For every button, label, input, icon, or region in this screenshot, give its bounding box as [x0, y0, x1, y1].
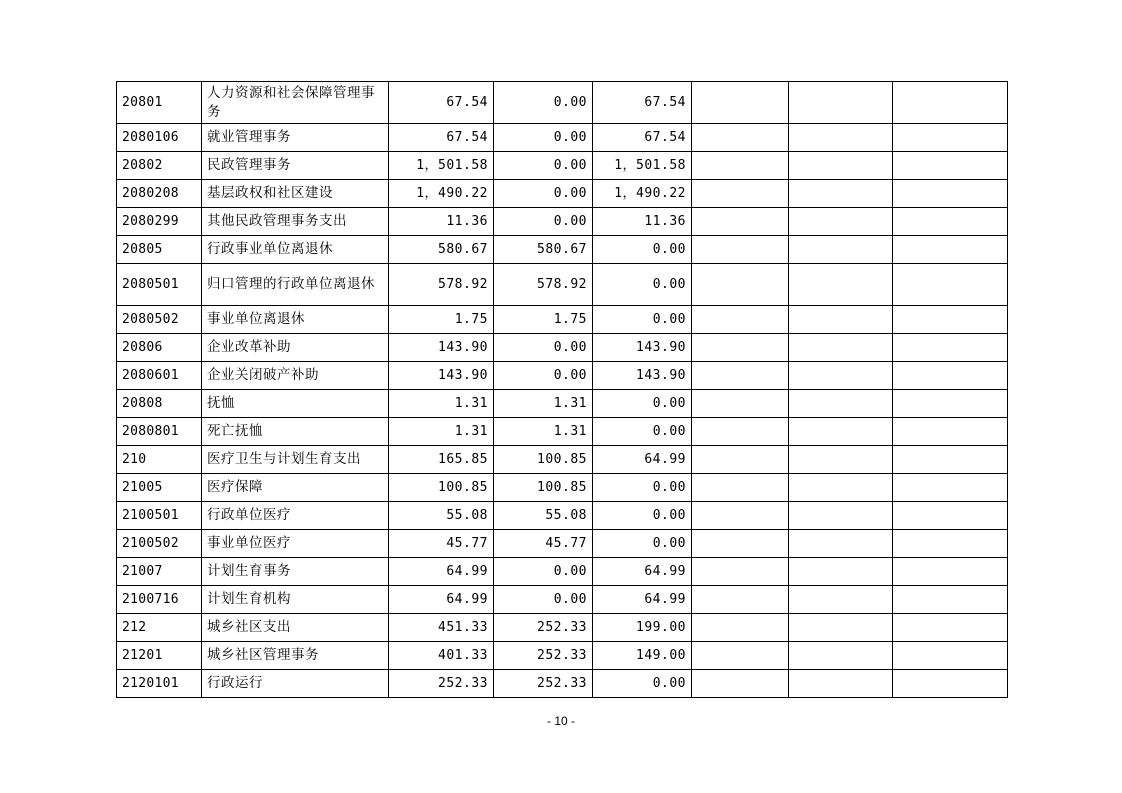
cell-blank [789, 124, 893, 152]
table-row [117, 180, 1008, 208]
table-row [117, 586, 1008, 614]
cell-item-name: 医疗卫生与计划生育支出 [202, 446, 389, 474]
cell-code: 2120101 [117, 670, 202, 698]
cell-basic-expenditure: 252.33 [494, 642, 593, 670]
cell-project-expenditure: 0.00 [593, 474, 692, 502]
cell-blank [789, 152, 893, 180]
cell-blank [893, 180, 1008, 208]
cell-total: 1，501.58 [389, 152, 494, 180]
cell-blank [893, 614, 1008, 642]
cell-blank [893, 334, 1008, 362]
cell-code: 20808 [117, 390, 202, 418]
cell-blank [789, 642, 893, 670]
cell-code: 2100501 [117, 502, 202, 530]
cell-blank [692, 264, 789, 306]
cell-blank [893, 82, 1008, 124]
cell-basic-expenditure: 0.00 [494, 180, 593, 208]
cell-blank [789, 558, 893, 586]
cell-item-name: 人力资源和社会保障管理事务 [202, 82, 389, 124]
cell-code: 212 [117, 614, 202, 642]
cell-blank [692, 390, 789, 418]
cell-blank [692, 502, 789, 530]
table-row [117, 642, 1008, 670]
cell-blank [893, 418, 1008, 446]
cell-project-expenditure: 0.00 [593, 306, 692, 334]
cell-item-name: 其他民政管理事务支出 [202, 208, 389, 236]
cell-code: 20801 [117, 82, 202, 124]
cell-total: 1，490.22 [389, 180, 494, 208]
cell-blank [893, 362, 1008, 390]
cell-code: 2100502 [117, 530, 202, 558]
cell-blank [893, 558, 1008, 586]
table-row [117, 82, 1008, 124]
cell-project-expenditure: 67.54 [593, 124, 692, 152]
cell-total: 252.33 [389, 670, 494, 698]
cell-total: 580.67 [389, 236, 494, 264]
cell-basic-expenditure: 1.75 [494, 306, 593, 334]
cell-blank [893, 670, 1008, 698]
cell-blank [789, 306, 893, 334]
cell-item-name: 行政事业单位离退休 [202, 236, 389, 264]
cell-blank [789, 614, 893, 642]
cell-code: 20806 [117, 334, 202, 362]
table-row [117, 502, 1008, 530]
cell-blank [893, 586, 1008, 614]
cell-blank [789, 446, 893, 474]
cell-blank [692, 418, 789, 446]
cell-code: 2080502 [117, 306, 202, 334]
cell-item-name: 城乡社区支出 [202, 614, 389, 642]
cell-blank [692, 334, 789, 362]
cell-blank [692, 124, 789, 152]
cell-project-expenditure: 0.00 [593, 670, 692, 698]
cell-total: 67.54 [389, 124, 494, 152]
cell-total: 64.99 [389, 558, 494, 586]
cell-item-name: 基层政权和社区建设 [202, 180, 389, 208]
cell-basic-expenditure: 578.92 [494, 264, 593, 306]
cell-blank [789, 670, 893, 698]
cell-project-expenditure: 0.00 [593, 530, 692, 558]
cell-blank [692, 586, 789, 614]
cell-blank [893, 124, 1008, 152]
cell-item-name: 就业管理事务 [202, 124, 389, 152]
cell-total: 100.85 [389, 474, 494, 502]
cell-blank [893, 446, 1008, 474]
cell-blank [692, 558, 789, 586]
cell-project-expenditure: 0.00 [593, 236, 692, 264]
page-number: - 10 - [546, 714, 575, 728]
cell-item-name: 行政单位医疗 [202, 502, 389, 530]
cell-project-expenditure: 64.99 [593, 586, 692, 614]
cell-basic-expenditure: 252.33 [494, 614, 593, 642]
cell-blank [893, 152, 1008, 180]
cell-blank [692, 362, 789, 390]
cell-basic-expenditure: 100.85 [494, 446, 593, 474]
cell-total: 1.31 [389, 390, 494, 418]
table-row [117, 152, 1008, 180]
cell-blank [893, 502, 1008, 530]
cell-blank [692, 530, 789, 558]
cell-item-name: 事业单位医疗 [202, 530, 389, 558]
cell-blank [789, 82, 893, 124]
cell-basic-expenditure: 0.00 [494, 82, 593, 124]
cell-blank [893, 208, 1008, 236]
cell-total: 451.33 [389, 614, 494, 642]
table-row [117, 306, 1008, 334]
cell-blank [789, 390, 893, 418]
cell-total: 55.08 [389, 502, 494, 530]
cell-blank [893, 306, 1008, 334]
table-row [117, 264, 1008, 306]
cell-total: 1.75 [389, 306, 494, 334]
cell-total: 45.77 [389, 530, 494, 558]
cell-blank [692, 670, 789, 698]
cell-code: 21007 [117, 558, 202, 586]
table-row [117, 124, 1008, 152]
cell-blank [692, 82, 789, 124]
cell-item-name: 抚恤 [202, 390, 389, 418]
cell-project-expenditure: 11.36 [593, 208, 692, 236]
cell-blank [692, 306, 789, 334]
cell-code: 2080208 [117, 180, 202, 208]
cell-basic-expenditure: 0.00 [494, 334, 593, 362]
cell-project-expenditure: 64.99 [593, 558, 692, 586]
cell-blank [789, 208, 893, 236]
cell-project-expenditure: 143.90 [593, 362, 692, 390]
cell-basic-expenditure: 0.00 [494, 558, 593, 586]
table-body [117, 82, 1008, 698]
cell-project-expenditure: 0.00 [593, 390, 692, 418]
cell-project-expenditure: 0.00 [593, 264, 692, 306]
cell-total: 64.99 [389, 586, 494, 614]
cell-basic-expenditure: 580.67 [494, 236, 593, 264]
cell-blank [789, 530, 893, 558]
cell-basic-expenditure: 252.33 [494, 670, 593, 698]
cell-blank [692, 180, 789, 208]
budget-expenditure-table [116, 81, 1008, 698]
cell-blank [789, 362, 893, 390]
cell-code: 2080106 [117, 124, 202, 152]
cell-item-name: 企业关闭破产补助 [202, 362, 389, 390]
cell-blank [893, 642, 1008, 670]
cell-blank [789, 502, 893, 530]
cell-project-expenditure: 199.00 [593, 614, 692, 642]
cell-project-expenditure: 67.54 [593, 82, 692, 124]
cell-code: 21005 [117, 474, 202, 502]
cell-project-expenditure: 1，501.58 [593, 152, 692, 180]
table-row [117, 334, 1008, 362]
cell-code: 2080801 [117, 418, 202, 446]
cell-basic-expenditure: 0.00 [494, 208, 593, 236]
cell-blank [893, 530, 1008, 558]
cell-total: 143.90 [389, 334, 494, 362]
cell-item-name: 民政管理事务 [202, 152, 389, 180]
cell-blank [789, 264, 893, 306]
table-row [117, 614, 1008, 642]
cell-basic-expenditure: 55.08 [494, 502, 593, 530]
cell-blank [692, 614, 789, 642]
cell-blank [893, 264, 1008, 306]
cell-project-expenditure: 64.99 [593, 446, 692, 474]
cell-code: 21201 [117, 642, 202, 670]
cell-basic-expenditure: 0.00 [494, 152, 593, 180]
cell-item-name: 计划生育事务 [202, 558, 389, 586]
cell-code: 2080601 [117, 362, 202, 390]
cell-project-expenditure: 1，490.22 [593, 180, 692, 208]
cell-item-name: 死亡抚恤 [202, 418, 389, 446]
cell-code: 20802 [117, 152, 202, 180]
table-row [117, 208, 1008, 236]
cell-total: 11.36 [389, 208, 494, 236]
cell-project-expenditure: 143.90 [593, 334, 692, 362]
cell-item-name: 计划生育机构 [202, 586, 389, 614]
cell-blank [789, 334, 893, 362]
table-row [117, 390, 1008, 418]
cell-code: 210 [117, 446, 202, 474]
cell-total: 578.92 [389, 264, 494, 306]
table-row [117, 446, 1008, 474]
cell-basic-expenditure: 1.31 [494, 390, 593, 418]
cell-basic-expenditure: 45.77 [494, 530, 593, 558]
cell-blank [789, 180, 893, 208]
cell-item-name: 行政运行 [202, 670, 389, 698]
cell-project-expenditure: 0.00 [593, 502, 692, 530]
cell-code: 2080501 [117, 264, 202, 306]
cell-blank [789, 586, 893, 614]
table-row [117, 362, 1008, 390]
cell-total: 1.31 [389, 418, 494, 446]
table-row [117, 558, 1008, 586]
cell-item-name: 城乡社区管理事务 [202, 642, 389, 670]
cell-basic-expenditure: 0.00 [494, 362, 593, 390]
cell-total: 67.54 [389, 82, 494, 124]
cell-blank [692, 152, 789, 180]
cell-blank [789, 236, 893, 264]
cell-code: 20805 [117, 236, 202, 264]
cell-blank [692, 474, 789, 502]
cell-blank [692, 446, 789, 474]
cell-project-expenditure: 0.00 [593, 418, 692, 446]
cell-blank [692, 642, 789, 670]
table-row [117, 474, 1008, 502]
cell-blank [893, 390, 1008, 418]
cell-item-name: 医疗保障 [202, 474, 389, 502]
table-row [117, 670, 1008, 698]
cell-blank [692, 208, 789, 236]
cell-total: 143.90 [389, 362, 494, 390]
cell-item-name: 归口管理的行政单位离退休 [202, 264, 389, 306]
cell-code: 2080299 [117, 208, 202, 236]
cell-basic-expenditure: 100.85 [494, 474, 593, 502]
cell-blank [789, 418, 893, 446]
table-row [117, 236, 1008, 264]
table-row [117, 530, 1008, 558]
cell-item-name: 事业单位离退休 [202, 306, 389, 334]
cell-blank [692, 236, 789, 264]
cell-basic-expenditure: 1.31 [494, 418, 593, 446]
cell-item-name: 企业改革补助 [202, 334, 389, 362]
cell-blank [893, 236, 1008, 264]
cell-blank [893, 474, 1008, 502]
table-row [117, 418, 1008, 446]
cell-total: 165.85 [389, 446, 494, 474]
cell-code: 2100716 [117, 586, 202, 614]
cell-basic-expenditure: 0.00 [494, 124, 593, 152]
cell-total: 401.33 [389, 642, 494, 670]
cell-project-expenditure: 149.00 [593, 642, 692, 670]
cell-blank [789, 474, 893, 502]
cell-basic-expenditure: 0.00 [494, 586, 593, 614]
